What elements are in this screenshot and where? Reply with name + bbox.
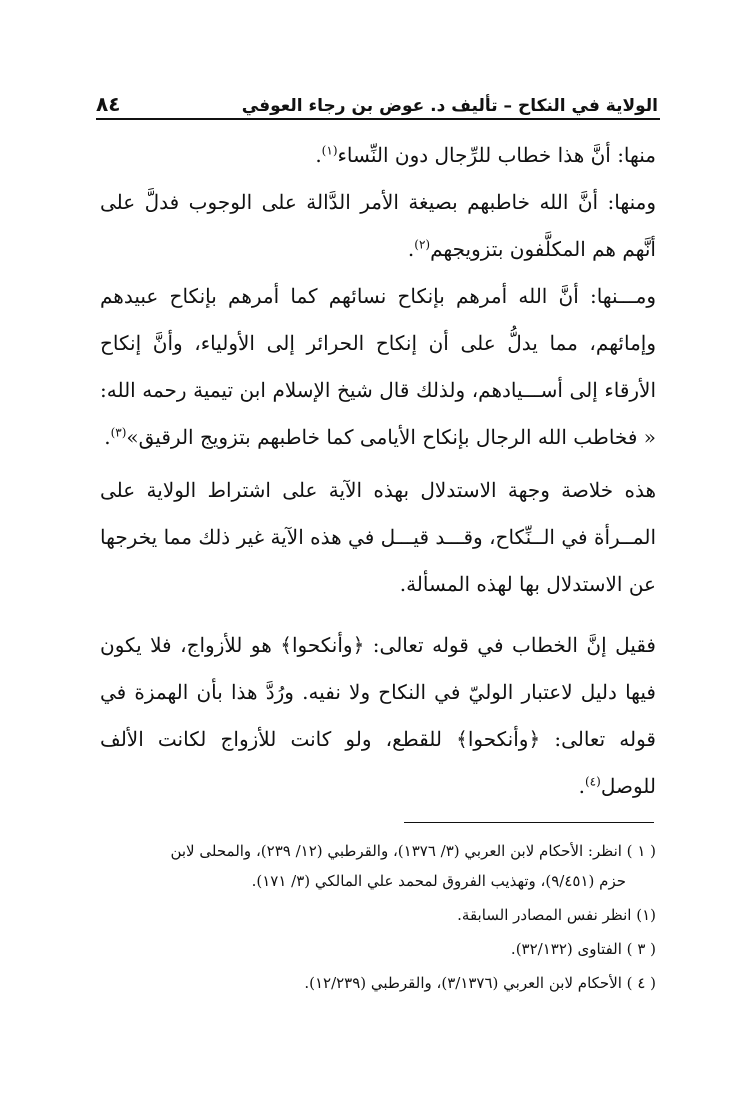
footnote-reference: (٣) <box>110 425 127 440</box>
paragraph: ومنها: أنَّ الله خاطبهم بصيغة الأمر الدَّالة على الوجوب فدلَّ على أنَّهم هم المكلَّفون بتزويجهم$^{(٢)}$. <box>100 190 656 261</box>
footnote-reference: (١) <box>321 143 338 158</box>
paragraph: ومـــنها: أنَّ الله أمرهم بإنكاح نسائهم كما أمرهم بإنكاح عبيدهم وإمائهم، مما يدلُّ على أن إنكاح الحرائر إلى الأولياء، وأنَّ إنكاح الأرقاء إلى أســـيادهم، ولذلك قال شيخ الإسلام ابن تيمية رحمه الله: « فخاطب الله الرجال بإنكاح الأيامى كما خاطبهم بتزويج الرقيق»$^{(٣)}$. <box>100 284 656 449</box>
paragraph: منها: أنَّ هذا خطاب للرِّجال دون النِّساء$^{(١)}$. <box>315 143 656 167</box>
paragraph: فقيل إنَّ الخطاب في قوله تعالى: ﴿وأنكحوا﴾ هو للأزواج، فلا يكون فيها دليل لاعتبار الوليّ في النكاح ولا نفيه. ورُدَّ هذا بأن الهمزة في قوله تعالى: ﴿وأنكحوا﴾ للقطع، ولو كانت للأزواج لكانت الألف للوصل$^{(٤)}$. <box>100 633 656 798</box>
footnote-separator <box>404 822 654 823</box>
running-header <box>96 86 658 116</box>
page-number: ٨٤ <box>96 92 121 116</box>
main-text <box>100 132 656 810</box>
header-title: الولاية في النكاح – تأليف د. عوض بن رجاء العوفي <box>241 96 658 116</box>
paragraph: هذه خلاصة وجهة الاستدلال بهذه الآية على اشتراط الولاية على المــرأة في الــنِّكاح، وقـــد قيـــل في هذه الآية غير ذلك مما يخرجها عن الاستدلال بها لهذه المسألة. <box>100 478 656 596</box>
header-rule <box>96 118 660 120</box>
footnote-reference: (٤) <box>584 774 601 789</box>
footnote: ( ٣ ) الفتاوى (٣٢/١٣٢). <box>510 940 656 958</box>
footnote: (١) انظر نفس المصادر السابقة. <box>457 906 656 924</box>
footnote-reference: (٢) <box>414 237 431 252</box>
footnote: ( ٤ ) الأحكام لابن العربي (٣/١٣٧٦)، والقرطبي (١٢/٢٣٩). <box>304 974 656 992</box>
footnote: ( ١ ) انظر: الأحكام لابن العربي (٣/ ١٣٧٦)، والقرطبي (١٢/ ٢٣٩)، والمحلى لابن <box>170 842 656 860</box>
footnote-continuation: حزم (٩/٤٥١)، وتهذيب الفروق لمحمد علي المالكي (٣/ ١٧١). <box>251 872 626 890</box>
footnotes <box>100 836 656 998</box>
